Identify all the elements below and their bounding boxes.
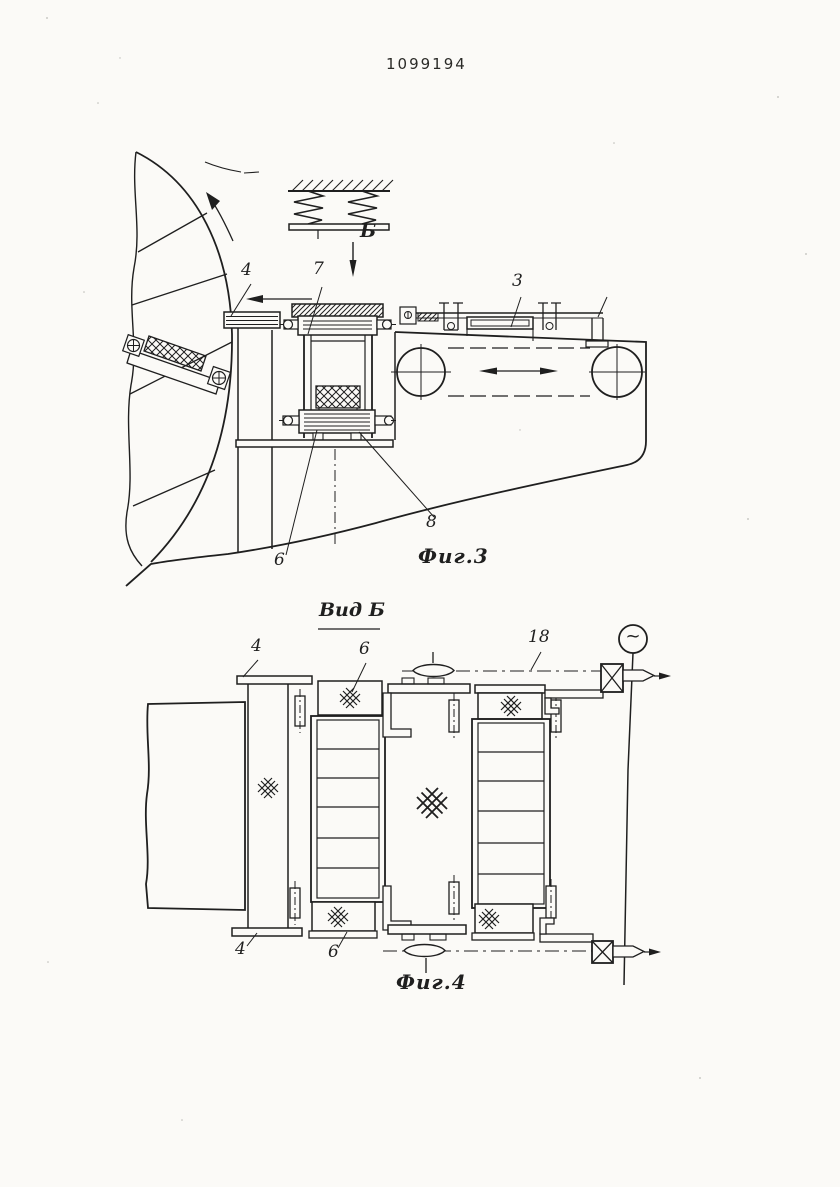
patent-number: 1099194 bbox=[386, 55, 467, 73]
fig3-table bbox=[126, 332, 646, 586]
fig4-part-label-6-top: 6 bbox=[359, 639, 370, 659]
fig3-part-label-8: 8 bbox=[426, 512, 437, 532]
press-top-cap bbox=[292, 304, 383, 317]
fig3-part-label-7: 7 bbox=[313, 259, 324, 279]
fig3-wheel bbox=[123, 152, 312, 566]
screw-lens-bottom bbox=[404, 945, 445, 957]
screw-lens-top bbox=[413, 665, 454, 677]
fig4-part-label-6-bottom: 6 bbox=[328, 942, 339, 962]
press-pad bbox=[316, 386, 360, 408]
fig3-caption: Фиг.3 bbox=[418, 544, 489, 568]
fig4-ladder-left bbox=[309, 681, 385, 938]
fig4-caption: Фиг.4 bbox=[396, 970, 467, 994]
fig4-part-label-4-top: 4 bbox=[251, 636, 262, 656]
drive-shaft bbox=[624, 653, 633, 985]
fig3-spring-mount bbox=[288, 180, 393, 277]
fig3-press-assembly bbox=[236, 304, 396, 546]
fig4-drawing bbox=[146, 625, 671, 985]
fig4-ladder-right bbox=[472, 685, 561, 940]
fig3-view-label-b: Б bbox=[360, 220, 377, 242]
ac-source-symbol: ~ bbox=[625, 626, 641, 647]
fig4-part-label-18: 18 bbox=[528, 627, 550, 647]
fig3-drawing bbox=[123, 152, 646, 586]
fig4-pins-left bbox=[290, 689, 305, 925]
fig3-conveyor bbox=[391, 344, 645, 400]
fig4-part-label-4-bottom: 4 bbox=[235, 939, 246, 959]
fig4-middle-bay bbox=[383, 678, 470, 940]
fig3-part-label-3: 3 bbox=[512, 271, 523, 291]
fig3-part-label-6: 6 bbox=[274, 550, 285, 570]
fig3-wheel-actuator bbox=[123, 335, 231, 394]
rail-channel bbox=[467, 317, 533, 329]
fig4-workpiece bbox=[146, 702, 245, 910]
fig4-view-heading: Вид Б bbox=[319, 599, 385, 621]
spring-left bbox=[294, 191, 323, 224]
fig3-part-label-4: 4 bbox=[241, 260, 252, 280]
